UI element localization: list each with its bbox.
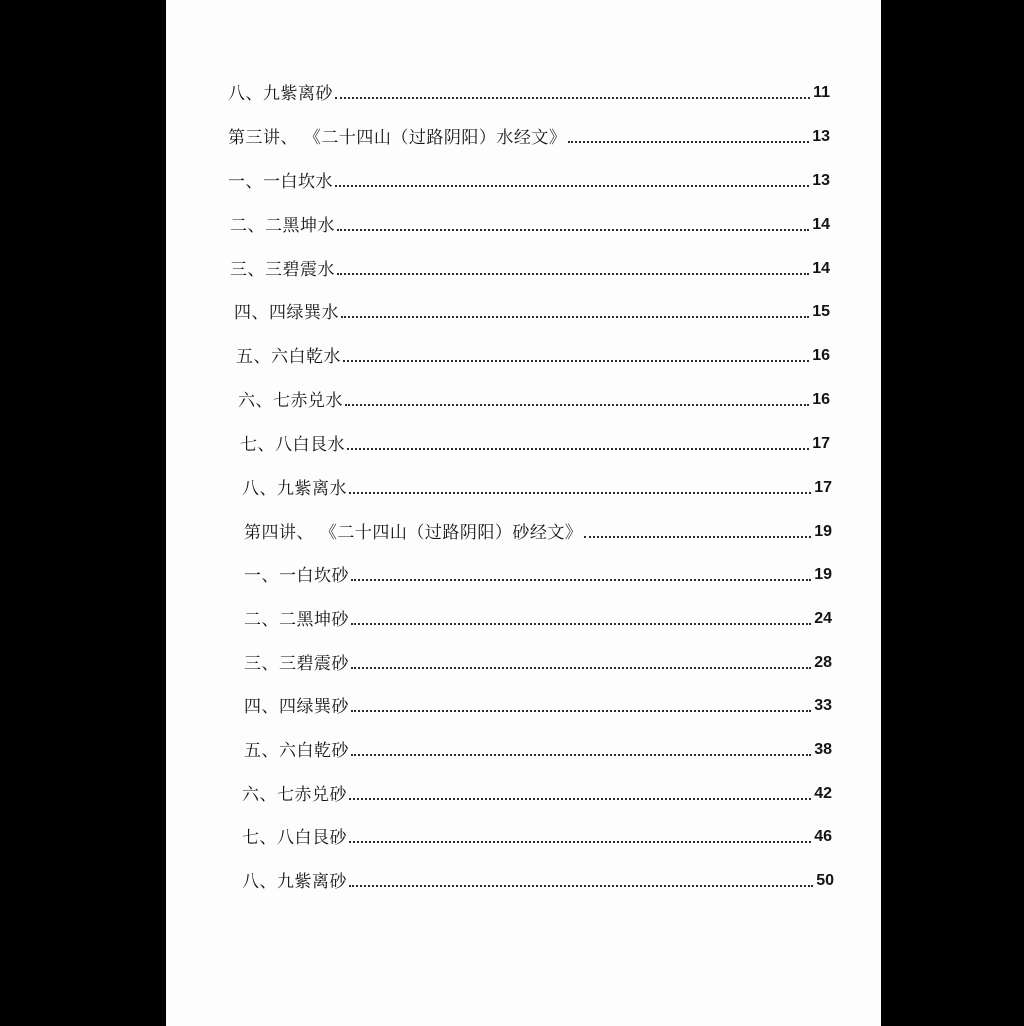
- toc-entry: [242, 775, 832, 805]
- toc-entry-page: 50: [816, 872, 834, 889]
- toc-entry-title: 七、八白艮水: [240, 435, 345, 455]
- toc-entry: [230, 206, 830, 236]
- toc-entry-title: 第四讲、 《二十四山（过路阴阳）砂经文》: [244, 523, 583, 543]
- toc-entry: [228, 162, 830, 192]
- toc-entry-title: 七、八白艮砂: [242, 828, 347, 848]
- dot-leader: [343, 360, 809, 362]
- dot-leader: [349, 841, 811, 843]
- toc-entry: [244, 513, 832, 543]
- toc-entry: [244, 731, 832, 761]
- toc-entry: [234, 293, 830, 323]
- toc-entry-page: 13: [812, 172, 830, 189]
- document-page: [166, 0, 881, 1026]
- toc-entry-page: 13: [812, 128, 830, 145]
- toc-entry-title: 四、四绿巽水: [234, 303, 339, 323]
- toc-entry-title: 五、六白乾水: [236, 347, 341, 367]
- toc-entry: [228, 74, 830, 104]
- toc-entry-title: 第三讲、 《二十四山（过路阴阳）水经文》: [228, 128, 567, 148]
- dot-leader: [351, 667, 811, 669]
- toc-entry-page: 28: [814, 654, 832, 671]
- toc-entry: [230, 250, 830, 280]
- dot-leader: [341, 316, 809, 318]
- toc-entry: [244, 556, 832, 586]
- dot-leader: [335, 185, 809, 187]
- toc-entry: [242, 862, 834, 892]
- toc-entry: [236, 337, 830, 367]
- toc-entry-page: 38: [814, 741, 832, 758]
- dot-leader: [347, 448, 809, 450]
- toc-entry: [242, 818, 832, 848]
- dot-leader: [568, 141, 809, 143]
- dot-leader: [337, 229, 809, 231]
- toc-entry-page: 17: [812, 435, 830, 452]
- toc-entry-title: 八、九紫离水: [242, 479, 347, 499]
- toc-entry-title: 二、二黑坤水: [230, 216, 335, 236]
- toc-entry-title: 一、一白坎水: [228, 172, 333, 192]
- toc-entry-page: 46: [814, 828, 832, 845]
- toc-entry-title: 八、九紫离砂: [242, 872, 347, 892]
- toc-entry: [228, 118, 830, 148]
- dot-leader: [351, 579, 811, 581]
- toc-entry-page: 14: [812, 216, 830, 233]
- dot-leader: [349, 798, 811, 800]
- toc-entry-title: 五、六白乾砂: [244, 741, 349, 761]
- toc-entry: [242, 469, 832, 499]
- toc-entry: [244, 600, 832, 630]
- dot-leader: [351, 710, 811, 712]
- toc-entry: [244, 644, 832, 674]
- toc-entry: [244, 687, 832, 717]
- toc-entry-title: 二、二黑坤砂: [244, 610, 349, 630]
- toc-entry-title: 六、七赤兑砂: [242, 785, 347, 805]
- toc-entry-page: 15: [812, 303, 830, 320]
- toc-entry-page: 24: [814, 610, 832, 627]
- dot-leader: [335, 97, 810, 99]
- toc-entry-title: 一、一白坎砂: [244, 566, 349, 586]
- toc-entry-page: 11: [813, 84, 830, 101]
- toc-entry-title: 四、四绿巽砂: [244, 697, 349, 717]
- toc-entry-title: 六、七赤兑水: [238, 391, 343, 411]
- toc-entry-page: 16: [812, 391, 830, 408]
- toc-entry-title: 三、三碧震砂: [244, 654, 349, 674]
- dot-leader: [345, 404, 809, 406]
- dot-leader: [337, 273, 809, 275]
- toc-entry-page: 14: [812, 260, 830, 277]
- toc-entry-title: 三、三碧震水: [230, 260, 335, 280]
- toc-entry-page: 16: [812, 347, 830, 364]
- toc-entry-page: 19: [814, 566, 832, 583]
- toc-entry-page: 42: [814, 785, 832, 802]
- toc-entry-title: 八、九紫离砂: [228, 84, 333, 104]
- dot-leader: [351, 623, 811, 625]
- toc-entry-page: 17: [814, 479, 832, 496]
- dot-leader: [584, 536, 811, 538]
- dot-leader: [349, 885, 813, 887]
- toc-entry: [238, 381, 830, 411]
- dot-leader: [349, 492, 811, 494]
- toc-entry-page: 33: [814, 697, 832, 714]
- toc-entry: [240, 425, 830, 455]
- dot-leader: [351, 754, 811, 756]
- toc-entry-page: 19: [814, 523, 832, 540]
